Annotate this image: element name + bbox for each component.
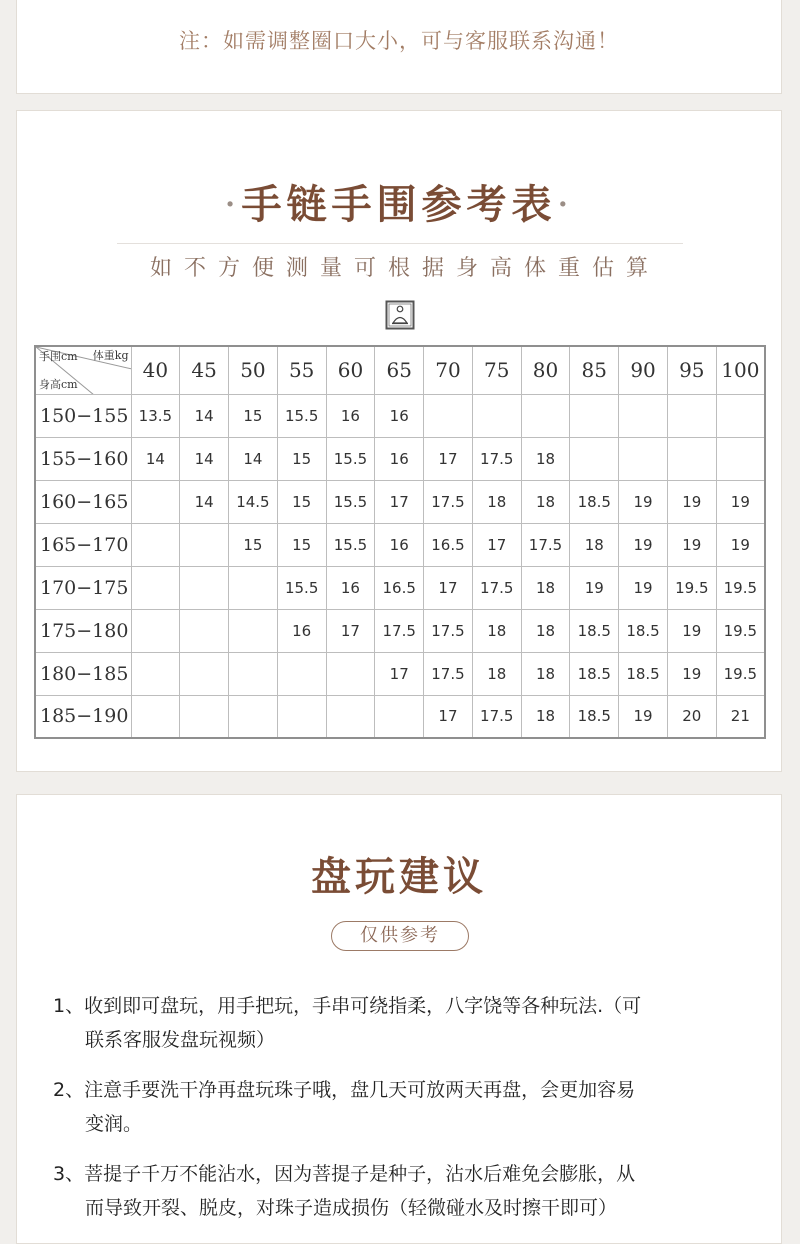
size-reference-table [34, 345, 766, 739]
weight-header: 85 [570, 346, 619, 394]
reference-only-badge: 仅供参考 [331, 921, 469, 951]
weight-header: 90 [619, 346, 668, 394]
subtitle-divider [117, 243, 683, 244]
wrist-size-cell [570, 437, 619, 480]
table-row [35, 652, 765, 695]
weight-header: 100 [716, 346, 765, 394]
wrist-size-cell: 18.5 [570, 480, 619, 523]
advice-item-2-line2: 变润。 [85, 1113, 143, 1135]
wrist-size-cell: 19.5 [667, 566, 716, 609]
weight-header: 60 [326, 346, 375, 394]
height-range-cell: 160−165 [35, 480, 131, 523]
wrist-size-cell: 14 [131, 437, 180, 480]
wrist-size-cell: 18 [472, 609, 521, 652]
note-card [16, 0, 782, 94]
wrist-size-cell: 15 [277, 523, 326, 566]
advice-item-2 [53, 1073, 753, 1141]
weight-header: 50 [229, 346, 278, 394]
height-range-cell: 175−180 [35, 609, 131, 652]
buddha-seal-icon [385, 300, 415, 330]
wrist-size-cell: 19 [619, 523, 668, 566]
height-range-cell: 165−170 [35, 523, 131, 566]
wrist-size-cell [326, 652, 375, 695]
wrist-size-cell: 18.5 [619, 609, 668, 652]
wrist-size-cell: 19 [667, 609, 716, 652]
wrist-size-cell: 17.5 [424, 609, 473, 652]
weight-header: 70 [424, 346, 473, 394]
wrist-size-cell [424, 394, 473, 437]
weight-header: 40 [131, 346, 180, 394]
wrist-size-cell: 16 [375, 437, 424, 480]
wrist-size-cell: 18 [472, 652, 521, 695]
table-row [35, 523, 765, 566]
wrist-size-cell [716, 437, 765, 480]
wrist-size-cell: 21 [716, 695, 765, 738]
table-row [35, 566, 765, 609]
wrist-size-cell: 14 [180, 480, 229, 523]
wrist-size-cell: 15.5 [277, 394, 326, 437]
wrist-size-cell: 15 [277, 437, 326, 480]
table-row [35, 394, 765, 437]
wrist-size-cell: 19 [667, 652, 716, 695]
wrist-size-cell: 16 [326, 566, 375, 609]
wrist-size-cell: 18 [570, 523, 619, 566]
height-range-cell: 150−155 [35, 394, 131, 437]
wrist-size-cell: 17 [375, 480, 424, 523]
wrist-size-cell [521, 394, 570, 437]
wrist-size-cell: 19 [667, 480, 716, 523]
advice-item-1-line1: 1、收到即可盘玩，用手把玩，手串可绕指柔，八字饶等各种玩法.（可 [53, 995, 642, 1017]
wrist-size-cell: 17.5 [472, 695, 521, 738]
wrist-size-cell: 17 [424, 437, 473, 480]
table-row [35, 609, 765, 652]
wrist-size-cell: 16 [375, 523, 424, 566]
wrist-size-cell: 19.5 [716, 566, 765, 609]
wrist-size-cell [180, 695, 229, 738]
wrist-size-cell: 18.5 [570, 609, 619, 652]
wrist-size-cell: 20 [667, 695, 716, 738]
advice-item-3 [53, 1157, 753, 1225]
wrist-size-cell: 15 [229, 523, 278, 566]
wrist-size-cell [229, 609, 278, 652]
wrist-size-cell: 18 [521, 437, 570, 480]
wrist-size-cell [180, 566, 229, 609]
wrist-size-cell: 17.5 [472, 437, 521, 480]
wrist-size-cell [229, 695, 278, 738]
wrist-size-cell: 15.5 [277, 566, 326, 609]
chart-title-text: 手链手围参考表 [241, 181, 557, 228]
wrist-size-cell: 17.5 [424, 652, 473, 695]
table-header-row [35, 346, 765, 394]
weight-header: 55 [277, 346, 326, 394]
wrist-size-cell: 19.5 [716, 652, 765, 695]
wrist-size-cell: 16 [326, 394, 375, 437]
advice-card [16, 794, 782, 1244]
wrist-size-cell [570, 394, 619, 437]
wrist-size-cell [716, 394, 765, 437]
wrist-size-cell: 17.5 [424, 480, 473, 523]
wrist-size-cell: 17.5 [521, 523, 570, 566]
wrist-size-cell: 16.5 [424, 523, 473, 566]
wrist-size-cell: 19 [716, 523, 765, 566]
wrist-size-cell: 18 [521, 609, 570, 652]
wrist-size-cell [619, 394, 668, 437]
wrist-size-cell: 14 [180, 437, 229, 480]
wrist-size-cell [277, 695, 326, 738]
wrist-size-cell: 18 [521, 695, 570, 738]
chart-subtitle: 如不方便测量可根据身高体重估算 [149, 256, 660, 281]
advice-item-2-line1: 2、注意手要洗干净再盘玩珠子哦，盘几天可放两天再盘，会更加容易 [53, 1079, 636, 1101]
chart-title [17, 173, 781, 230]
weight-header: 80 [521, 346, 570, 394]
wrist-size-cell: 17 [472, 523, 521, 566]
wrist-size-cell [375, 695, 424, 738]
wrist-size-cell: 15.5 [326, 480, 375, 523]
corner-label-wrist: 手围cm [39, 350, 78, 363]
wrist-size-cell: 15.5 [326, 523, 375, 566]
wrist-size-cell: 15.5 [326, 437, 375, 480]
wrist-size-cell: 18.5 [619, 652, 668, 695]
note-text: 注：如需调整圈口大小，可与客服联系沟通！ [179, 29, 619, 53]
height-range-cell: 170−175 [35, 566, 131, 609]
wrist-size-cell [667, 394, 716, 437]
table-row [35, 480, 765, 523]
wrist-size-cell: 17 [326, 609, 375, 652]
wrist-size-cell: 15 [229, 394, 278, 437]
wrist-size-cell [180, 523, 229, 566]
wrist-size-cell: 19.5 [716, 609, 765, 652]
wrist-size-cell [472, 394, 521, 437]
title-dot-right: · [556, 182, 575, 228]
corner-label-weight: 体重kg [92, 349, 129, 362]
wrist-size-cell: 17.5 [375, 609, 424, 652]
height-range-cell: 155−160 [35, 437, 131, 480]
wrist-size-cell: 18.5 [570, 695, 619, 738]
wrist-size-cell [180, 609, 229, 652]
wrist-size-cell: 13.5 [131, 394, 180, 437]
wrist-size-cell [229, 566, 278, 609]
table-row [35, 437, 765, 480]
table-corner-header [35, 346, 131, 394]
wrist-size-cell [131, 523, 180, 566]
advice-item-3-line2: 而导致开裂、脱皮，对珠子造成损伤（轻微碰水及时擦干即可） [85, 1197, 618, 1219]
wrist-size-cell: 18 [521, 566, 570, 609]
wrist-size-cell [131, 695, 180, 738]
wrist-size-cell: 18.5 [570, 652, 619, 695]
weight-header: 65 [375, 346, 424, 394]
advice-item-3-line1: 3、菩提子千万不能沾水，因为菩提子是种子，沾水后难免会膨胀，从 [53, 1163, 636, 1185]
wrist-size-cell: 14 [229, 437, 278, 480]
wrist-size-cell: 19 [667, 523, 716, 566]
height-range-cell: 180−185 [35, 652, 131, 695]
wrist-size-cell [131, 609, 180, 652]
wrist-size-cell [131, 566, 180, 609]
wrist-size-cell: 19 [619, 566, 668, 609]
wrist-size-cell: 19 [619, 480, 668, 523]
wrist-size-cell: 16.5 [375, 566, 424, 609]
wrist-size-cell: 19 [570, 566, 619, 609]
wrist-size-cell: 16 [277, 609, 326, 652]
wrist-size-cell [277, 652, 326, 695]
wrist-size-cell [229, 652, 278, 695]
wrist-size-cell [131, 480, 180, 523]
size-chart-card [16, 110, 782, 772]
wrist-size-cell: 18 [521, 652, 570, 695]
wrist-size-cell: 14.5 [229, 480, 278, 523]
wrist-size-cell: 15 [277, 480, 326, 523]
wrist-size-cell: 19 [619, 695, 668, 738]
wrist-size-cell: 18 [521, 480, 570, 523]
weight-header: 95 [667, 346, 716, 394]
table-row [35, 695, 765, 738]
wrist-size-cell: 17 [375, 652, 424, 695]
corner-label-height: 身高cm [39, 377, 78, 391]
advice-title: 盘玩建议 [311, 853, 487, 900]
height-range-cell: 185−190 [35, 695, 131, 738]
title-dot-left: · [223, 182, 242, 228]
wrist-size-cell: 14 [180, 394, 229, 437]
wrist-size-cell: 16 [375, 394, 424, 437]
wrist-size-cell: 17 [424, 695, 473, 738]
wrist-size-cell: 18 [472, 480, 521, 523]
advice-item-1 [53, 989, 753, 1057]
advice-item-1-line2: 联系客服发盘玩视频） [85, 1029, 276, 1051]
weight-header: 75 [472, 346, 521, 394]
weight-header: 45 [180, 346, 229, 394]
wrist-size-cell: 17 [424, 566, 473, 609]
wrist-size-cell [619, 437, 668, 480]
wrist-size-cell [326, 695, 375, 738]
wrist-size-cell [667, 437, 716, 480]
wrist-size-cell [180, 652, 229, 695]
wrist-size-cell: 17.5 [472, 566, 521, 609]
wrist-size-cell [131, 652, 180, 695]
wrist-size-cell: 19 [716, 480, 765, 523]
